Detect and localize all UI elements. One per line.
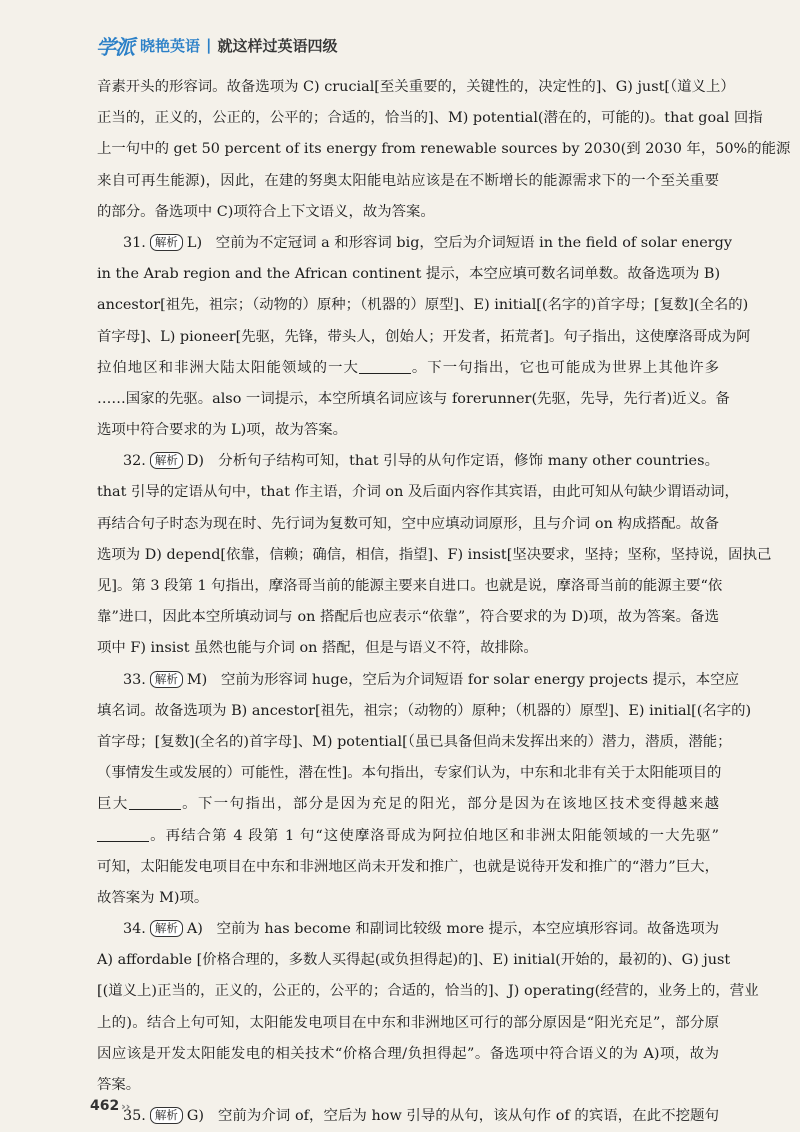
answer-item-32 bbox=[97, 446, 772, 664]
text-line bbox=[97, 914, 719, 945]
analysis-tag: 解析 bbox=[150, 452, 183, 469]
item-number: 31. bbox=[123, 234, 146, 251]
text-line: 因应该是开发太阳能发电的相关技术“价格合理/负担得起”。备选项中符合语义的为 A)项，故为 bbox=[97, 1045, 719, 1062]
text-line: that 引导的定语从句中，that 作主语，介词 on 及后面内容作其宾语，由此可知从句缺少谓语动词， bbox=[97, 484, 739, 501]
answer-item-34 bbox=[97, 914, 759, 1101]
text-line: 再结合句子时态为现在时、先行词为复数可知，空中应填动词原形，且与介词 on 构成搭配。故备 bbox=[97, 515, 719, 532]
publisher-logo: 学派 bbox=[96, 34, 134, 59]
text-line: [(道义上)正当的，正义的，公正的，公平的；合适的，恰当的]、J) operating(经营的，业务上的，营业 bbox=[97, 983, 759, 1000]
text-line: 选项中符合要求的为 L)项，故为答案。 bbox=[97, 422, 347, 439]
analysis-tag: 解析 bbox=[150, 671, 183, 688]
item-number: 33. bbox=[123, 671, 146, 688]
answer-letter: G) bbox=[186, 1108, 205, 1125]
page-body bbox=[97, 72, 791, 1132]
text-line bbox=[97, 665, 739, 696]
line-text: 分析句子结构可知，that 引导的从句作定语，修饰 many other countries。 bbox=[218, 453, 719, 470]
text-line: 见]。第 3 段第 1 句指出，摩洛哥当前的能源主要来自进口。也就是说，摩洛哥当前的能源主要“依 bbox=[97, 578, 723, 594]
line-text: 空前为形容词 huge，空后为介词短语 for solar energy projects 提示，本空应 bbox=[220, 671, 739, 688]
text-line: 项中 F) insist 虽然也能与介词 on 搭配，但是与语义不符，故排除。 bbox=[97, 640, 538, 657]
text-line: 答案。 bbox=[97, 1077, 141, 1093]
text-line: 填名词。故备选项为 B) ancestor[祖先，祖宗；（动物的）原种；（机器的）原型]、E) initial[(名字的) bbox=[97, 702, 752, 719]
text-line: A) affordable [价格合理的，多数人买得起(或负担得起)的]、E) initial(开始的，最初的)、G) just bbox=[97, 952, 731, 969]
line-text: 拉伯地区和非洲大陆太阳能领域的一大 bbox=[97, 359, 359, 376]
text-line: ancestor[祖先，祖宗；（动物的）原种；（机器的）原型]、E) initial[(名字的)首字母；[复数](全名的) bbox=[97, 297, 749, 314]
text-line: 上的)。结合上句可知，太阳能发电项目在中东和非洲地区可行的部分原因是“阳光充足”，部分原 bbox=[97, 1014, 719, 1031]
answer-item-33 bbox=[97, 665, 752, 915]
answer-blank bbox=[129, 795, 181, 810]
analysis-tag: 解析 bbox=[150, 1107, 183, 1124]
answer-item-35 bbox=[97, 1101, 719, 1132]
brand-name: 晓艳英语 bbox=[140, 36, 201, 55]
text-line: 可知，太阳能发电项目在中东和非洲地区尚未开发和推广，也就是说待开发和推广的“潜力”巨大， bbox=[97, 858, 719, 875]
text-line: 首字母]、L) pioneer[先驱，先锋，带头人，创始人；开发者，拓荒者]。句子指出，这使摩洛哥成为阿 bbox=[97, 328, 751, 345]
text-line: 正当的，正义的，公正的，公平的；合适的，恰当的]、M) potential(潜在的，可能的)。that goal 回指 bbox=[97, 110, 763, 127]
text-line: ……国家的先驱。also 一词提示，本空所填名词应该与 forerunner(先驱，先导，先行者)近义。备 bbox=[97, 390, 730, 407]
text-line: 上一句中的 get 50 percent of its energy from renewable sources by 2030(到 2030 年，50%的能源 bbox=[97, 141, 791, 158]
answer-letter: L) bbox=[186, 234, 203, 251]
text-line: 的部分。备选项中 C)项符合上下文语义，故为答案。 bbox=[97, 203, 435, 220]
answer-item-31 bbox=[97, 228, 751, 446]
page-footer bbox=[90, 1098, 130, 1114]
text-line: 靠”进口，因此本空所填动词与 on 搭配后也应表示“依靠”，符合要求的为 D)项，故为答案。备选 bbox=[97, 609, 719, 626]
item-number: 34. bbox=[123, 921, 146, 938]
text-line: 选项为 D) depend[依靠，信赖；确信，相信，指望]、F) insist[坚决要求，坚持；坚称，坚持说，固执己 bbox=[97, 546, 772, 563]
answer-blank bbox=[359, 359, 411, 374]
page-number: 462 bbox=[90, 1098, 120, 1114]
text-line: 音素开头的形容词。故备选项为 C) crucial[至关重要的，关键性的，决定性的]、G) just[（道义上） bbox=[97, 79, 735, 95]
page-arrows: ›› bbox=[121, 1100, 131, 1113]
answer-letter: M) bbox=[186, 671, 208, 688]
text-line: 故答案为 M)项。 bbox=[97, 889, 209, 906]
item-number: 32. bbox=[123, 453, 146, 470]
answer-letter: A) bbox=[186, 921, 203, 938]
header-separator: | bbox=[206, 36, 212, 54]
text-line bbox=[97, 228, 732, 259]
line-text: 空前为 has become 和副词比较级 more 提示，本空应填形容词。故备选项为 bbox=[216, 921, 719, 938]
answer-blank bbox=[97, 827, 149, 842]
text-line: 首字母；[复数](全名的)首字母]、M) potential[（虽已具备但尚未发挥出来的）潜力，潜质，潜能； bbox=[97, 733, 732, 750]
answer-letter: D) bbox=[186, 453, 205, 470]
line-text: 。下一句指出，部分是因为充足的阳光，部分是因为在该地区技术变得越来越 bbox=[180, 796, 719, 813]
text-line bbox=[97, 446, 719, 477]
text-line bbox=[97, 1101, 719, 1132]
page-header bbox=[96, 28, 338, 62]
analysis-tag: 解析 bbox=[150, 234, 183, 251]
text-line bbox=[97, 789, 719, 820]
text-line bbox=[97, 353, 719, 384]
text-line: 来自可再生能源)，因此，在建的努奥太阳能电站应该是在不断增长的能源需求下的一个至关重要 bbox=[97, 172, 719, 189]
line-text: 。再结合第 4 段第 1 句“这使摩洛哥成为阿拉伯地区和非洲太阳能领域的一大先驱” bbox=[149, 827, 719, 844]
line-text: 空前为不定冠词 a 和形容词 big，空后为介词短语 in the field of solar energy bbox=[215, 234, 732, 251]
analysis-tag: 解析 bbox=[150, 920, 183, 937]
text-line: （事情发生或发展的）可能性，潜在性]。本句指出，专家们认为，中东和北非有关于太阳能项目的 bbox=[97, 765, 722, 782]
book-title: 就这样过英语四级 bbox=[217, 36, 338, 55]
paragraph-continuation bbox=[97, 72, 791, 228]
line-text: 空前为介词 of，空后为 how 引导的从句，该从句作 of 的宾语，在此不挖题句 bbox=[217, 1108, 719, 1125]
line-text: 巨大 bbox=[97, 796, 129, 813]
item-number: 35. bbox=[123, 1108, 146, 1125]
text-line bbox=[97, 821, 719, 852]
text-line: in the Arab region and the African continent 提示，本空应填可数名词单数。故备选项为 B) bbox=[97, 266, 721, 283]
line-text: 。下一句指出，它也可能成为世界上其他许多 bbox=[410, 359, 719, 376]
